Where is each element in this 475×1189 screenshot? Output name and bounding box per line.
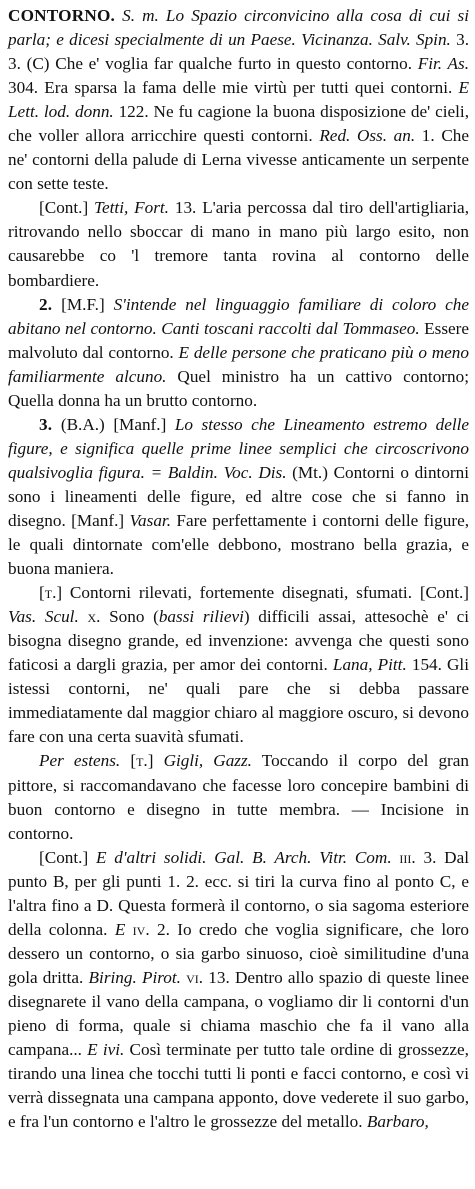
text-run: Così terminate per tutto tale ordine di grossezze, tirando una linea che tocchi tutti li ponti e facci contorno, e così vi verrà dissegnata una campana apponto, dove vederete il suo garbo, e fra l'un contorno e l'altro le grossezze del metallo. — [8, 1040, 469, 1132]
text-run: Toccando il corpo del gran pittore, si raccomandavano che facesse loro concepire bambini di buon contorno e disegno in tutte membra. — Incisione in contorno. — [8, 751, 469, 843]
text-run: Quel ministro ha un cattivo contorno; Quella donna ha un brutto contorno. — [8, 366, 469, 410]
italic-run: Lo stesso che Lineamento estremo delle figure, e significa quelle prime linee semplici che circoscrivono qualsivoglia figura. = Baldin. Voc. Dis. — [8, 414, 469, 482]
text-run: (Mt.) Contorni o dintorni sono i lineamenti delle figure, ed altre cose che si fanno in disegno. [Manf.] — [8, 462, 470, 530]
sense-number: CONTORNO. — [8, 6, 116, 25]
entry-paragraph — [8, 846, 469, 1135]
italic-run: Lana, Pitt. — [332, 655, 407, 675]
small-caps-run: t. — [136, 751, 148, 771]
italic-run: E ivi. — [87, 1040, 125, 1060]
italic-run: Fir. As. — [417, 54, 469, 74]
text-run: ] Contorni rilevati, fortemente disegnati, sfumati. [Cont.] — [56, 583, 469, 603]
italic-run: Tetti, Fort. — [94, 198, 169, 218]
text-run: Sono ( — [100, 607, 159, 627]
text-run: 122. Ne fu cagione la buona disposizione de' cieli, che voller allora arricchire questi contorni. — [8, 102, 469, 146]
italic-run: E delle persone che praticano più o meno familiarmente alcuno. — [8, 342, 469, 386]
italic-run: Red. Oss. an. — [319, 126, 416, 146]
sense-number: 3. — [39, 414, 53, 434]
text-run: ] — [147, 751, 164, 771]
entry-paragraph — [8, 749, 469, 845]
entry-paragraph — [8, 413, 469, 581]
small-caps-run: t. — [44, 583, 57, 603]
text-run: [Cont.] — [39, 198, 95, 218]
text-run: ) difficili assai, attesochè e' ci bisogna disegno grande, ed invenzione: avvenga che questi sono faticosi a dargli grazia, per amor dei contorni. — [8, 607, 470, 675]
italic-run: S. m. Lo Spazio circonvicino alla cosa di cui si parla; e dicesi specialmente di un Paese. Vicinanza. Salv. Spin. — [8, 6, 469, 50]
text-run: (B.A.) [Manf.] — [52, 414, 175, 434]
italic-run: S'intende nel linguaggio familiare di coloro che abitano nel contorno. Canti toscani raccolti dal Tommaseo. — [8, 294, 469, 338]
small-caps-run: x. — [87, 607, 101, 627]
text-run — [125, 920, 132, 939]
italic-run: Per estens. — [39, 751, 121, 771]
text-run: [M.F.] — [52, 294, 114, 314]
small-caps-run: iv. — [132, 919, 150, 939]
italic-run: Vas. Scul. — [8, 607, 79, 627]
text-run: 154. Gli istessi contorni, ne' quali pare che si debba passare immediatamente dal maggior chiaro al maggiore oscuro, si devono fare con una certa suavità sfumati. — [8, 655, 469, 747]
text-run: 304. Era sparsa la fama delle mie virtù per tutti quei contorni. — [8, 78, 459, 98]
entry-paragraph — [8, 196, 469, 292]
text-run: 1. Che ne' contorni della palude di Lerna vivesse anticamente un serpente con sette teste. — [8, 126, 470, 194]
entry-paragraph — [8, 581, 469, 749]
sense-number: 2. — [39, 294, 53, 314]
italic-run: bassi rilievi — [158, 607, 244, 627]
text-run: [Cont.] — [39, 847, 96, 867]
italic-run: E Lett. lod. donn. — [8, 78, 469, 122]
text-run: Essere malvoluto dal contorno. — [8, 318, 470, 362]
text-run: Fare perfettamente i contorni delle figure, le quali dintornate com'elle debbono, mostrano bella grazia, e buona maniera. — [8, 510, 469, 579]
italic-run: Gigli, Gazz. — [163, 751, 252, 771]
text-run: 3. 3. (C) Che e' voglia far qualche furto in questo contorno. — [8, 30, 470, 74]
italic-run: Barbaro, — [366, 1112, 429, 1132]
text-run: 2. Io credo che voglia significare, che loro dessero un contorno, o sia garbo sinuoso, cioè similitudine d'una gola dritta. — [8, 919, 470, 987]
text-run: 13. Dentro allo spazio di queste linee disegnarete il vano della campana, o vogliamo dir li contorni d'un pieno di forma, quale si chiama maschio che fa il vano alla campana... — [8, 967, 469, 1060]
text-run: 13. L'aria percossa dal tiro dell'artigliaria, ritrovando nello sboccar di mano in mano più largo esito, non causarebbe co 'l tremore tanta rovina al contorno delle bombardiere. — [8, 198, 469, 290]
text-run: [ — [120, 751, 137, 771]
italic-run: Vasar. — [129, 510, 172, 530]
small-caps-run: vi. — [186, 967, 204, 987]
small-caps-run: iii. — [399, 847, 416, 867]
italic-run: Biring. Pirot. — [88, 967, 181, 987]
entry-paragraph — [8, 4, 469, 196]
entry-paragraph — [8, 293, 469, 413]
text-run: [ — [39, 583, 45, 603]
italic-run: E — [114, 919, 126, 939]
text-run: 3. Dal punto B, per gli punti 1. 2. ecc. si tiri la curva fino al ponto C, e l'altra fino a D. Questa formerà il contorno, o sia sagoma esteriore della colonna. — [8, 847, 470, 939]
italic-run: E d'altri solidi. Gal. B. Arch. Vitr. Com. — [95, 847, 392, 867]
